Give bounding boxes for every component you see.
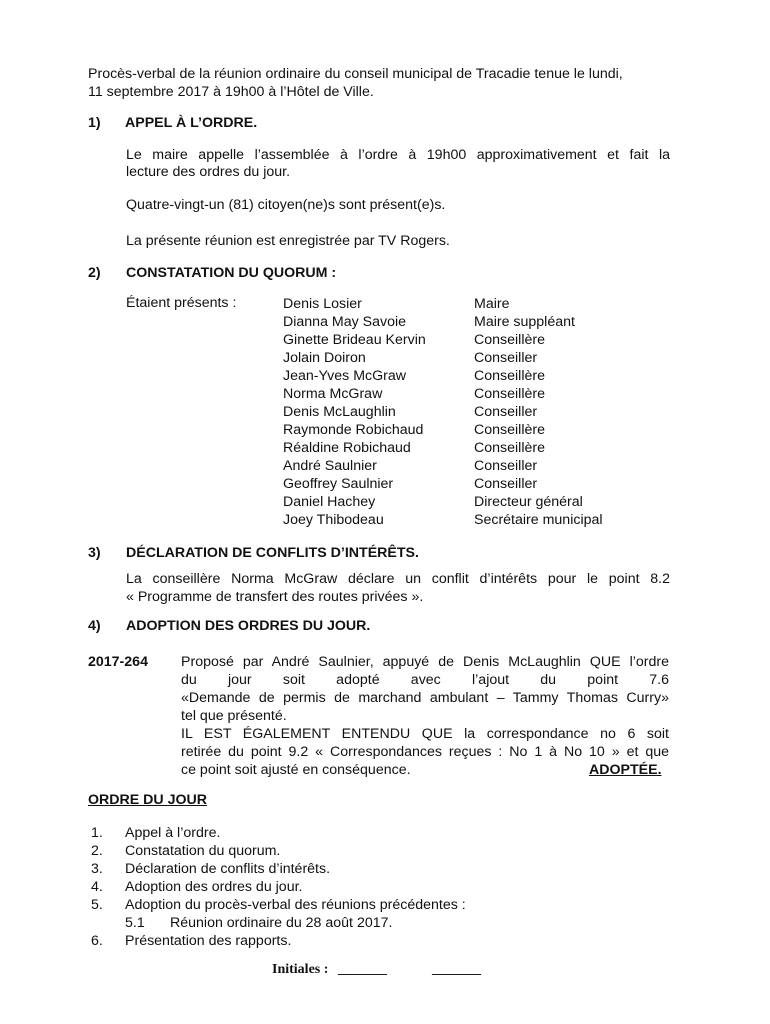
agenda-item-text: Appel à l’ordre. [125, 825, 221, 841]
member-role: Conseiller [474, 458, 538, 474]
initials-label: Initiales : [272, 962, 329, 977]
member-name: Denis Losier [283, 296, 362, 312]
resolution-line-1: Proposé par André Saulnier, appuyé de Denis McLaughlin QUE l’ordre [181, 654, 669, 670]
initials-blank-2: _______ [432, 962, 481, 977]
member-name: Daniel Hachey [283, 494, 376, 510]
section-1-title: APPEL À L’ORDRE. [125, 115, 258, 131]
agenda-item-number: 4. [91, 879, 103, 895]
member-role: Secrétaire municipal [474, 512, 603, 528]
section-3-title: DÉCLARATION DE CONFLITS D’INTÉRÊTS. [126, 545, 419, 561]
member-name: Norma McGraw [283, 386, 383, 402]
members-roles [474, 295, 603, 529]
section-2-number: 2) [88, 265, 101, 281]
section-1-para-2: Quatre-vingt-un (81) citoyen(ne)s sont présent(e)s. [126, 197, 446, 213]
document-title-line-2: 11 septembre 2017 à 19h00 à l’Hôtel de Ville. [88, 84, 374, 100]
agenda-subitem-text: Réunion ordinaire du 28 août 2017. [170, 915, 393, 931]
section-3-para-a: La conseillère Norma McGraw déclare un conflit d’intérêts pour le point 8.2 [126, 571, 670, 587]
agenda-item-text: Présentation des rapports. [125, 933, 292, 949]
agenda-item-number: 3. [91, 861, 103, 877]
member-role: Conseillère [474, 368, 545, 384]
resolution-line-4: tel que présenté. [181, 708, 287, 724]
agenda-subitem-number: 5.1 [125, 915, 145, 931]
adopted-label: ADOPTÉE. [589, 762, 662, 778]
section-4-number: 4) [88, 618, 101, 634]
member-role: Conseiller [474, 404, 538, 420]
member-role: Conseillère [474, 440, 545, 456]
resolution-number: 2017-264 [88, 654, 148, 670]
member-name: Jolain Doiron [283, 350, 366, 366]
section-4-title: ADOPTION DES ORDRES DU JOUR. [126, 618, 371, 634]
resolution-line-5: IL EST ÉGALEMENT ENTENDU QUE la correspondance no 6 soit [181, 726, 669, 742]
section-1-number: 1) [88, 115, 101, 131]
section-1-para-1a: Le maire appelle l’assemblée à l’ordre à 19h00 approximativement et fait la [126, 147, 670, 163]
member-name: Jean-Yves McGraw [283, 368, 406, 384]
agenda-item-number: 1. [91, 825, 103, 841]
member-name: Raymonde Robichaud [283, 422, 424, 438]
member-name: Joey Thibodeau [283, 512, 384, 528]
agenda-item-number: 6. [91, 933, 103, 949]
agenda-item-text: Adoption du procès-verbal des réunions précédentes : [125, 897, 466, 913]
member-name: Dianna May Savoie [283, 314, 407, 330]
section-2-title: CONSTATATION DU QUORUM : [126, 265, 337, 281]
member-role: Directeur général [474, 494, 583, 510]
member-role: Conseiller [474, 350, 538, 366]
member-name: Denis McLaughlin [283, 404, 396, 420]
section-3-number: 3) [88, 545, 101, 561]
member-name: Ginette Brideau Kervin [283, 332, 426, 348]
member-role: Maire suppléant [474, 314, 575, 330]
agenda-item-text: Déclaration de conflits d’intérêts. [125, 861, 331, 877]
member-role: Conseiller [474, 476, 538, 492]
resolution-line-6: retirée du point 9.2 « Correspondances reçues : No 1 à No 10 » et que [181, 744, 669, 760]
agenda-title: ORDRE DU JOUR [88, 792, 208, 808]
members-names [283, 295, 426, 529]
initials-blank-1: _______ [338, 962, 387, 977]
resolution-line-3: «Demande de permis de marchand ambulant – Tammy Thomas Curry» [181, 690, 669, 706]
member-role: Conseillère [474, 422, 545, 438]
member-name: Geoffrey Saulnier [283, 476, 394, 492]
document-title-line-1: Procès-verbal de la réunion ordinaire du conseil municipal de Tracadie tenue le lundi, [88, 66, 623, 82]
agenda-item-number: 2. [91, 843, 103, 859]
section-3-para-b: « Programme de transfert des routes privées ». [126, 589, 424, 605]
section-1-para-3: La présente réunion est enregistrée par TV Rogers. [126, 233, 450, 249]
present-label: Étaient présents : [126, 295, 237, 311]
member-role: Maire [474, 296, 510, 312]
section-1-para-1b: lecture des ordres du jour. [126, 164, 291, 180]
member-name: Réaldine Robichaud [283, 440, 411, 456]
agenda-item-text: Constatation du quorum. [125, 843, 281, 859]
resolution-line-7: ce point soit ajusté en conséquence. [181, 762, 411, 778]
agenda-item-number: 5. [91, 897, 103, 913]
agenda-item-text: Adoption des ordres du jour. [125, 879, 303, 895]
member-role: Conseillère [474, 386, 545, 402]
resolution-line-2: du jour soit adopté avec l’ajout du point 7.6 [181, 672, 669, 688]
member-name: André Saulnier [283, 458, 377, 474]
member-role: Conseillère [474, 332, 545, 348]
